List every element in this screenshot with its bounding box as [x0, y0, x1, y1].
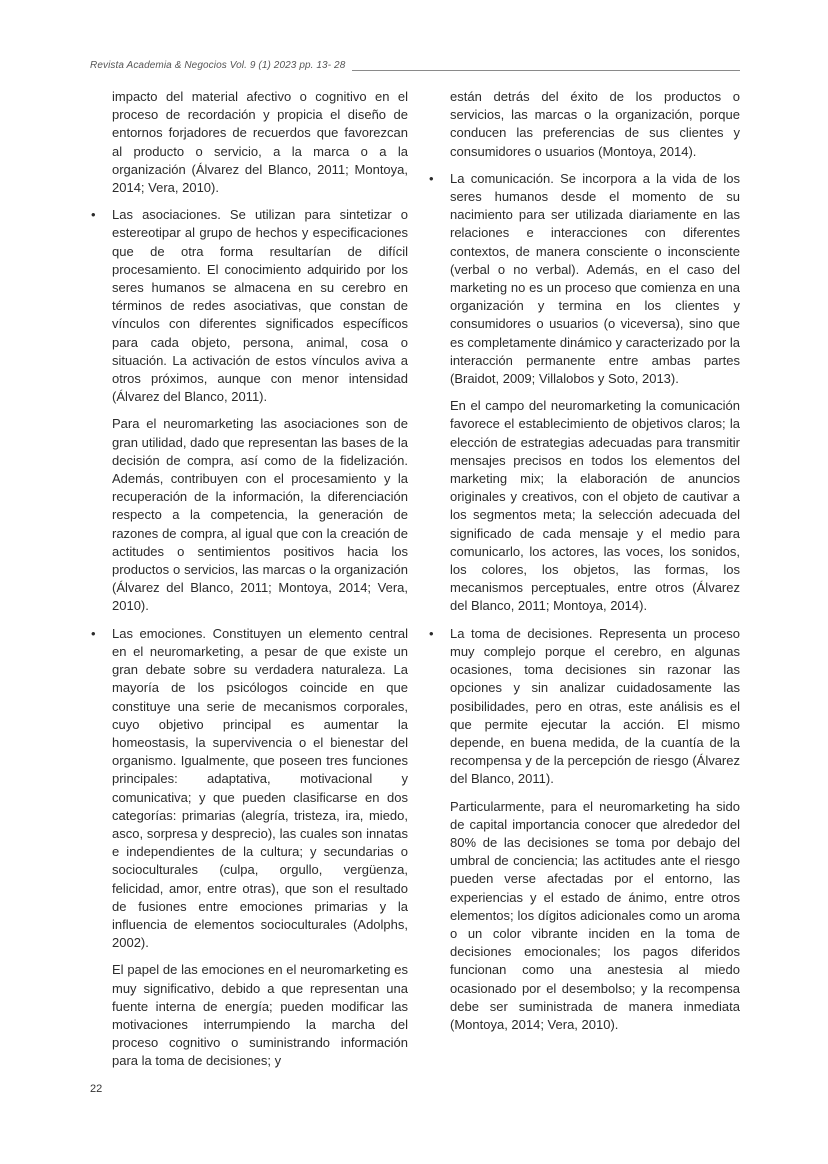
bullet-item-emociones	[90, 625, 408, 953]
header-rule	[352, 70, 740, 71]
left-column	[90, 88, 408, 1080]
bullet-icon: •	[91, 207, 96, 223]
running-header	[90, 60, 740, 76]
bullet-icon: •	[429, 170, 434, 186]
journal-citation: Revista Academia & Negocios Vol. 9 (1) 2023 pp. 13- 28	[90, 60, 346, 71]
bullet-text: Las asociaciones. Se utilizan para sintetizar o estereotipar al grupo de hechos y especificaciones que de otra forma resultarían de difícil procesamiento. El conocimiento adquirido por los seres humanos se almacena en su cerebro en términos de redes asociativas, que constan de vínculos con diferentes significados específicos para cada objeto, persona, animal, cosa o situación. La activación de estos vínculos aviva a otros próximos, aunque con menor intensidad (Álvarez del Blanco, 2011).	[112, 207, 408, 405]
paragraph-continuation: impacto del material afectivo o cognitivo en el proceso de recordación y propicia el diseño de entornos forjadores de recuerdos que favorezcan al producto o servicio, a la marca o a la organización (Álvarez del Blanco, 2011; Montoya, 2014; Vera, 2010).	[112, 89, 408, 196]
bullet-item-asociaciones	[90, 206, 408, 406]
paragraph-continuation: están detrás del éxito de los productos o servicios, las marcas o la organización, porque conducen las preferencias de sus clientes y consumidores o usuarios (Montoya, 2014).	[450, 89, 740, 159]
bullet-text: La toma de decisiones. Representa un proceso muy complejo porque el cerebro, en algunas ocasiones, toma decisiones sin razonar las opciones y sin analizar cuidadosamente las posibilidades, pero en otras, este análisis es el que permite ejecutar la acción. El mismo depende, en buena medida, de la cuantía de la recompensa y de la percepción de riesgo (Álvarez del Blanco, 2011).	[450, 625, 740, 787]
paragraph-decisiones: Particularmente, para el neuromarketing ha sido de capital importancia conocer que alrededor del 80% de las decisiones se toma por debajo del umbral de conciencia; las actitudes ante el riesgo pueden verse afectadas por el entorno, las experiencias y el estado de ánimo, entre otros elementos; los dígitos adicionales como un aroma o un color vibrante inciden en la toma de decisiones emocionales; los pagos diferidos funcionan como una anestesia al miedo ocasionado por el desembolso; y la recompensa debe ser suministrada de manera inmediata (Montoya, 2014; Vera, 2010).	[450, 798, 740, 1032]
right-column	[428, 88, 740, 1043]
bullet-icon: •	[429, 625, 434, 641]
bullet-item-comunicacion	[428, 170, 740, 388]
bullet-text: La comunicación. Se incorpora a la vida de los seres humanos desde el momento de su nacimiento para ser utilizada diariamente en las relaciones e interacciones con diferentes contextos, de manera consciente o inconsciente (verbal o no verbal). Además, en el caso del marketing no es un proceso que comienza en una organización y termina en los clientes y consumidores o usuarios (o viceversa), sino que es completamente dinámico y caracterizado por la interacción permanente entre ambas partes (Braidot, 2009; Villalobos y Soto, 2013).	[450, 170, 740, 387]
bullet-icon: •	[91, 625, 96, 641]
bullet-text: Las emociones. Constituyen un elemento central en el neuromarketing, a pesar de que existe un gran debate sobre su verdadera naturaleza. La mayoría de los psicólogos coincide en que constituye una serie de mecanismos corporales, cuyo objetivo principal es aumentar la homeostasis, la supervivencia o el bienestar del organismo. Igualmente, que poseen tres funciones principales: adaptativa, motivacional y comunicativa; y que pueden clasificarse en dos categorías: primarias (alegría, tristeza, ira, miedo, asco, sorpresa y desprecio), las cuales son innatas e independientes de la cultura; y secundarias o socioculturales (culpa, orgullo, vergüenza, felicidad, amor, entre otras), que son el resultado de fusiones entre emociones primarias y la influencia de elementos socioculturales (Adolphs, 2002).	[112, 625, 408, 951]
bullet-item-decisiones	[428, 625, 740, 789]
paragraph-asociaciones: Para el neuromarketing las asociaciones son de gran utilidad, dado que representan las bases de la decisión de compra, así como de la fidelización. Además, contribuyen con el procesamiento y la recuperación de la información, la diferenciación respecto a la competencia, la generación de razones de compra, al igual que con la creación de actitudes o sentimientos positivos hacia los productos o servicios, las marcas o la organización (Álvarez del Blanco, 2011; Montoya, 2014; Vera, 2010).	[112, 416, 408, 614]
paragraph-emociones: El papel de las emociones en el neuromarketing es muy significativo, debido a que representan una fuente interna de energía; pueden modificar las motivaciones interrumpiendo la marcha del proceso cognitivo o suministrando información para la toma de decisiones; y	[112, 962, 408, 1069]
paragraph-comunicacion: En el campo del neuromarketing la comunicación favorece el establecimiento de objetivos claros; la elección de estrategias adecuadas para transmitir mensajes precisos en todos los elementos del marketing mix; la elaboración de anuncios originales y creativos, con el objeto de cautivar a los segmentos meta; la selección adecuada del significado de cada mensaje y el medio para comunicarlo, los actores, las voces, los sonidos, los colores, los objetos, las formas, los mecanismos perceptuales, entre otros (Álvarez del Blanco, 2011; Montoya, 2014).	[450, 398, 740, 614]
page-number: 22	[90, 1083, 103, 1095]
